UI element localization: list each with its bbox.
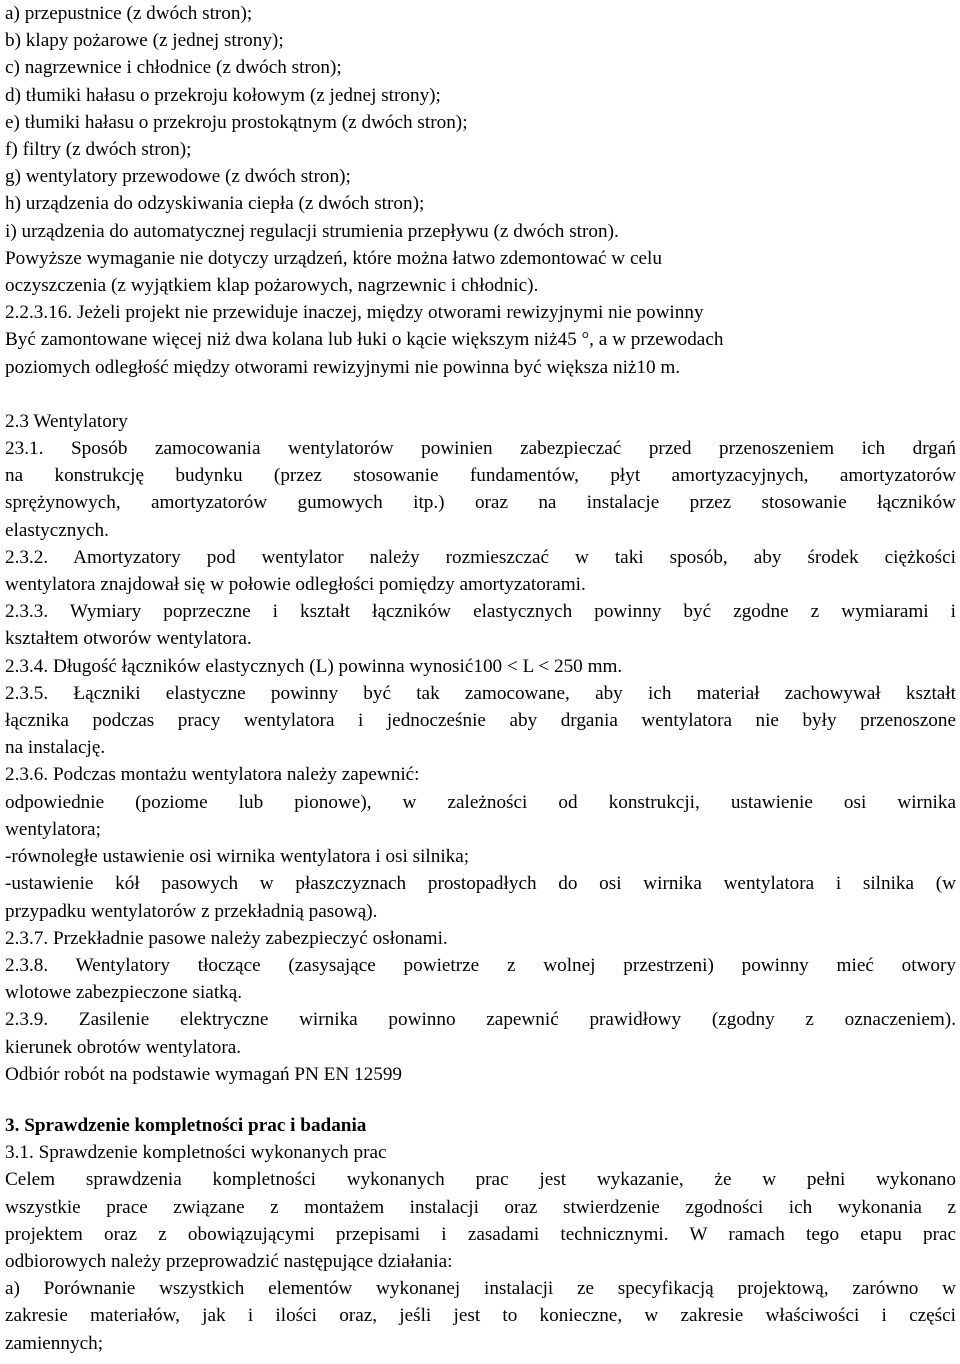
paragraph-line: a) Porównanie wszystkich elementów wykonanej instalacji ze specyfikacją projektową, zarówno w [5,1278,956,1300]
cleaning-openings-list [5,0,956,245]
list-item: e) tłumiki hałasu o przekroju prostokątnym (z dwóch stron); [5,111,468,133]
paragraph-line: wentylatora znajdował się w połowie odległości pomiędzy amortyzatorami. [5,574,586,596]
list-item: c) nagrzewnice i chłodnice (z dwóch stron); [5,57,342,79]
section-fans [5,408,956,1088]
paragraph-line: zakresie materiałów, jak i ilości oraz, jeśli jest to konieczne, w zakresie właściwości i części [5,1305,956,1327]
paragraph-line: odpowiednie (poziome lub pionowe), w zależności od konstrukcji, ustawienie osi wirnika [5,791,956,813]
paragraph-line: Celem sprawdzenia kompletności wykonanych prac jest wykazanie, że w pełni wykonano [5,1169,956,1191]
paragraph-line: wlotowe zabezpieczone siatką. [5,982,243,1004]
list-item: b) klapy pożarowe (z jednej strony); [5,30,284,52]
paragraph-line: poziomych odległość między otworami rewizyjnymi nie powinna być większa niż10 m. [5,356,681,378]
paragraph-line: Być zamontowane więcej niż dwa kolana lub łuki o kącie większym niż45 °, a w przewodach [5,329,724,351]
paragraph-line: 2.3.2. Amortyzatory pod wentylator należy rozmieszczać w taki sposób, aby środek ciężkości [5,546,956,568]
paragraph-line: 2.3.5. Łączniki elastyczne powinny być tak zamocowane, aby ich materiał zachowywał kształt [5,682,956,704]
paragraph-line: 2.3.7. Przekładnie pasowe należy zabezpieczyć osłonami. [5,927,448,949]
note-line: oczyszczenia (z wyjątkiem klap pożarowych, nagrzewnic i chłodnic). [5,275,539,297]
paragraph-line: 2.3.4. Długość łączników elastycznych (L) powinna wynosić100 < L < 250 mm. [5,655,623,677]
paragraph-line: łącznika podczas pracy wentylatora i jednocześnie aby drgania wentylatora nie były przenoszone [5,710,956,732]
paragraph-line: wszystkie prace związane z montażem instalacji oraz stwierdzenie zgodności ich wykonania z [5,1196,956,1218]
spacer [5,381,956,408]
exemption-note [5,245,956,299]
section-heading: 2.3 Wentylatory [5,410,128,432]
section-completeness-check [5,1112,956,1357]
paragraph-line: 2.3.3. Wymiary poprzeczne i kształt łączników elastycznych powinny być zgodne z wymiarami i [5,601,956,623]
list-item: g) wentylatory przewodowe (z dwóch stron); [5,166,351,188]
paragraph-line: 2.3.8. Wentylatory tłoczące (zasysające powietrze z wolnej przestrzeni) powinny mieć otwory [5,954,956,976]
paragraph-line: zamiennych; [5,1332,104,1354]
paragraph-2-2-3-16 [5,299,956,381]
paragraph-line: kierunek obrotów wentylatora. [5,1036,242,1058]
list-item: f) filtry (z dwóch stron); [5,139,192,161]
paragraph-line: 2.3.6. Podczas montażu wentylatora należy zapewnić: [5,764,420,786]
list-item: i) urządzenia do automatycznej regulacji strumienia przepływu (z dwóch stron). [5,220,619,242]
paragraph-line: wentylatora; [5,818,101,840]
paragraph-line: odbiorowych należy przeprowadzić następujące działania: [5,1250,453,1272]
acceptance-line: Odbiór robót na podstawie wymagań PN EN 12599 [5,1063,403,1085]
paragraph-line: przypadku wentylatorów z przekładnią pasową). [5,900,378,922]
paragraph-line: na instalację. [5,737,106,759]
paragraph-line: projektem oraz z obowiązującymi przepisami i zasadami technicznymi. W ramach tego etapu prac [5,1223,956,1245]
list-item: a) przepustnice (z dwóch stron); [5,3,253,24]
paragraph-line: 2.2.3.16. Jeżeli projekt nie przewiduje inaczej, między otworami rewizyjnymi nie powinny [5,302,704,324]
subsection-heading: 3.1. Sprawdzenie kompletności wykonanych prac [5,1142,387,1164]
spacer [5,1088,956,1112]
paragraph-line: 23.1. Sposób zamocowania wentylatorów powinien zabezpieczać przed przenoszeniem ich drgań [5,438,956,460]
note-line: Powyższe wymaganie nie dotyczy urządzeń, które można łatwo zdemontować w celu [5,247,662,269]
paragraph-line: elastycznych. [5,519,109,541]
list-item: d) tłumiki hałasu o przekroju kołowym (z jednej strony); [5,84,441,106]
paragraph-line: 2.3.9. Zasilenie elektryczne wirnika powinno zapewnić prawidłowy (zgodny z oznaczeniem). [5,1009,956,1031]
paragraph-line: kształtem otworów wentylatora. [5,628,252,650]
paragraph-line: -ustawienie kół pasowych w płaszczyznach prostopadłych do osi wirnika wentylatora i silnika (w [5,873,956,895]
paragraph-line: na konstrukcję budynku (przez stosowanie fundamentów, płyt amortyzacyjnych, amortyzatorów [5,465,956,487]
paragraph-line: sprężynowych, amortyzatorów gumowych itp.) oraz na instalacje przez stosowanie łączników [5,492,956,514]
paragraph-line: -równoległe ustawienie osi wirnika wentylatora i osi silnika; [5,846,470,868]
list-item: h) urządzenia do odzyskiwania ciepła (z dwóch stron); [5,193,425,215]
section-heading: 3. Sprawdzenie kompletności prac i badania [5,1114,367,1136]
